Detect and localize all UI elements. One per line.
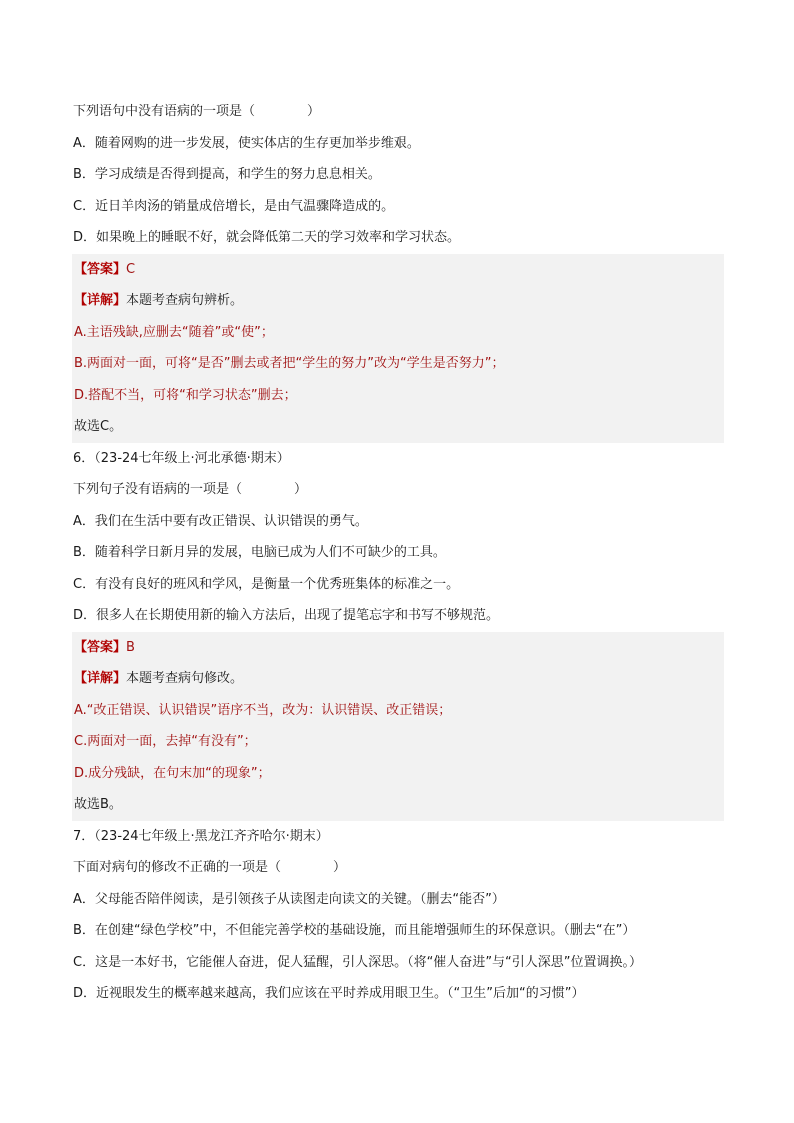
option-a: A．随着网购的进一步发展，使实体店的生存更加举步维艰。: [73, 135, 420, 151]
document-page: [72, 96, 724, 1010]
conclusion: 故选B。: [74, 797, 122, 812]
detail-item: B.两面对一面，可将“是否”删去或者把“学生的努力”改为“学生是否努力”；: [74, 356, 505, 371]
option-c: C．这是一本好书，它能催人奋进，促人猛醒，引人深思。（将“催人奋进”与“引人深思”位置调换。）: [73, 954, 643, 970]
option-a: A．父母能否陪伴阅读，是引领孩子从读图走向读文的关键。（删去“能否”）: [73, 891, 505, 907]
conclusion: 故选C。: [74, 419, 123, 434]
detail-intro: 本题考查病句辨析。: [126, 293, 244, 308]
question-stem: 下列句子没有语病的一项是（ ）: [73, 482, 308, 497]
answer-value: C: [126, 261, 136, 277]
question-header: 7．（23-24七年级上·黑龙江齐齐哈尔·期末）: [73, 828, 329, 844]
option-d: D．近视眼发生的概率越来越高，我们应该在平时养成用眼卫生。（“卫生”后加“的习惯”）: [73, 986, 585, 1001]
answer-value: B: [126, 639, 135, 655]
detail-intro: 本题考查病句修改。: [126, 671, 244, 686]
answer-tag: 【答案】: [74, 639, 127, 655]
option-b: B．在创建“绿色学校”中，不但能完善学校的基础设施，而且能增强师生的环保意识。（删去“在”）: [73, 923, 636, 938]
detail-line: [72, 285, 724, 317]
answer-explanation-box: [72, 632, 724, 821]
option-c: C．有没有良好的班风和学风，是衡量一个优秀班集体的标准之一。: [73, 576, 460, 592]
detail-item: A.“改正错误、认识错误”语序不当，改为：认识错误、改正错误；: [74, 702, 452, 718]
option-d: D．很多人在长期使用新的输入方法后，出现了提笔忘字和书写不够规范。: [73, 608, 500, 623]
detail-item: A.主语残缺,应删去“随着”或“使”；: [74, 324, 274, 340]
option-b: B．随着科学日新月异的发展，电脑已成为人们不可缺少的工具。: [73, 545, 446, 560]
detail-line: [72, 663, 724, 695]
detail-tag: 【详解】: [74, 671, 127, 686]
option-b: B．学习成绩是否得到提高，和学生的努力息息相关。: [73, 167, 381, 182]
detail-item: D.搭配不当，可将“和学习状态”删去；: [74, 387, 297, 403]
option-c: C．近日羊肉汤的销量成倍增长，是由气温骤降造成的。: [73, 198, 395, 214]
option-d: D．如果晚上的睡眠不好，就会降低第二天的学习效率和学习状态。: [73, 230, 461, 245]
detail-item: D.成分残缺，在句末加“的现象”；: [74, 765, 271, 781]
question-stem: 下列语句中没有语病的一项是（ ）: [73, 104, 321, 119]
answer-explanation-box: [72, 254, 724, 443]
detail-tag: 【详解】: [74, 293, 127, 308]
option-a: A．我们在生活中要有改正错误、认识错误的勇气。: [73, 513, 368, 529]
answer-tag: 【答案】: [74, 261, 127, 277]
question-stem: 下面对病句的修改不正确的一项是（ ）: [73, 860, 347, 875]
detail-item: C.两面对一面，去掉“有没有”；: [74, 734, 257, 749]
answer-line: [72, 254, 724, 286]
answer-line: [72, 632, 724, 664]
question-header: 6．（23-24七年级上·河北承德·期末）: [73, 450, 290, 466]
